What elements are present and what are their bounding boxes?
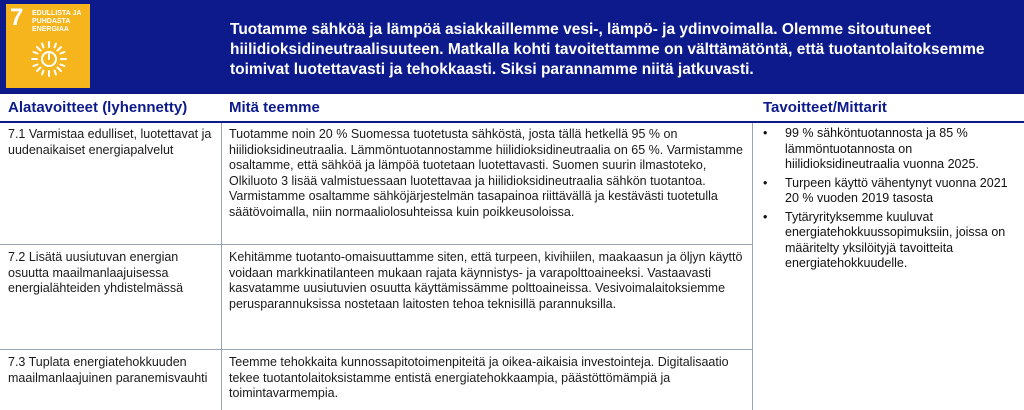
row-1-subgoal: 7.1 Varmistaa edulliset, luotettavat ja uudenaikaiset energiapalvelut (8, 127, 212, 157)
bullet: • (763, 175, 768, 190)
column-header-actions: Mitä teemme (229, 99, 320, 116)
header-banner (0, 0, 1024, 94)
column-header-targets: Tavoitteet/Mittarit (763, 99, 887, 116)
bullet: • (763, 209, 768, 224)
row-2-action: Kehitämme tuotanto-omaisuuttamme siten, että turpeen, kivihiilen, maakaasun ja öljyn käyttö voidaan markkinatilanteen mukaan rajata käynnistys- ja varapolttoaineeksi. Vastaavasti kasvatamme uusiutuvien osuutta käyttämissämme polttoaineissa. Vesivoimalaitoksiemme perusparannuksissa nostetaan laitosten tehoa teknisillä parannuksilla. (229, 250, 743, 311)
sdg-badge (6, 4, 90, 88)
bullet: • (763, 126, 768, 140)
column-header-subgoals: Alatavoitteet (lyhennetty) (8, 99, 188, 116)
sdg-title: EDULLISTA JA PUHDASTA ENERGIAA (32, 10, 82, 33)
target-item (755, 210, 1020, 272)
target-item (755, 126, 1020, 173)
header-divider (0, 121, 1024, 123)
row-2-subgoal: 7.2 Lisätä uusiutuvan energian osuutta maailmanlaajuisessa energialähteiden yhdistelmässä (8, 250, 184, 295)
row-divider-1 (0, 244, 752, 245)
target-text: 99 % sähköntuotannosta ja 85 % lämmöntuotannosta on hiilidioksidineutraalia vuonna 2025. (785, 126, 979, 171)
row-3-action: Teemme tehokkaita kunnossapitotoimenpiteitä ja oikea-aikaisia investointeja. Digitalisaatio tekee tuotantolaitoksistamme entistä energiatehokkaampia, päästöttömämpiä ja toimintavarmempia. (229, 355, 729, 400)
sun-power-icon (30, 40, 68, 78)
header-text: Tuotamme sähköä ja lämpöä asiakkaillemme vesi-, lämpö- ja ydinvoimalla. Olemme sitoutuneet hiilidioksidineutraalisuuteen. Matkalla kohti tavoitettamme on välttämätöntä, että tuotantolaitoksemme toimivat luotettavasti ja tehokkaasti. Siksi parannamme niitä jatkuvasti. (230, 21, 985, 78)
row-3-subgoal: 7.3 Tuplata energiatehokkuuden maailmanlaajuinen paranemisvauhti (8, 355, 208, 385)
column-divider-2 (752, 123, 753, 410)
targets-list (755, 126, 1020, 275)
sdg-number: 7 (10, 4, 24, 31)
row-divider-2 (0, 349, 752, 350)
target-item (755, 176, 1020, 207)
target-text: Tytäryrityksemme kuuluvat energiatehokkuussopimuksiin, joissa on määritelty yksilöityjä tavoitteita energiatehokkuudelle. (785, 209, 1006, 270)
column-divider-1 (221, 123, 222, 410)
target-text: Turpeen käyttö vähentynyt vuonna 2021 20 % vuoden 2019 tasosta (785, 175, 1008, 205)
row-1-action: Tuotamme noin 20 % Suomessa tuotetusta sähköstä, josta tällä hetkellä 95 % on hiilidioksidineutraalia. Lämmöntuotannostamme hiilidioksidineutraalia on 65 %. Varmistamme osaltamme, että sähköä ja lämpöä tuotetaan luotettavasti. Suomen suurin ilmastoteko, Olkiluoto 3 lisää valmistuessaan luotettavaa ja hiilidioksidineutraalia sähkön tuotantoa. Varmistamme osaltamme sähköjärjestelmän tasapainoa riittävällä ja kestävästi tuotetulla säätövoimalla, niin normaaliolosuhteissa kuin poikkeusoloissa. (229, 127, 743, 219)
